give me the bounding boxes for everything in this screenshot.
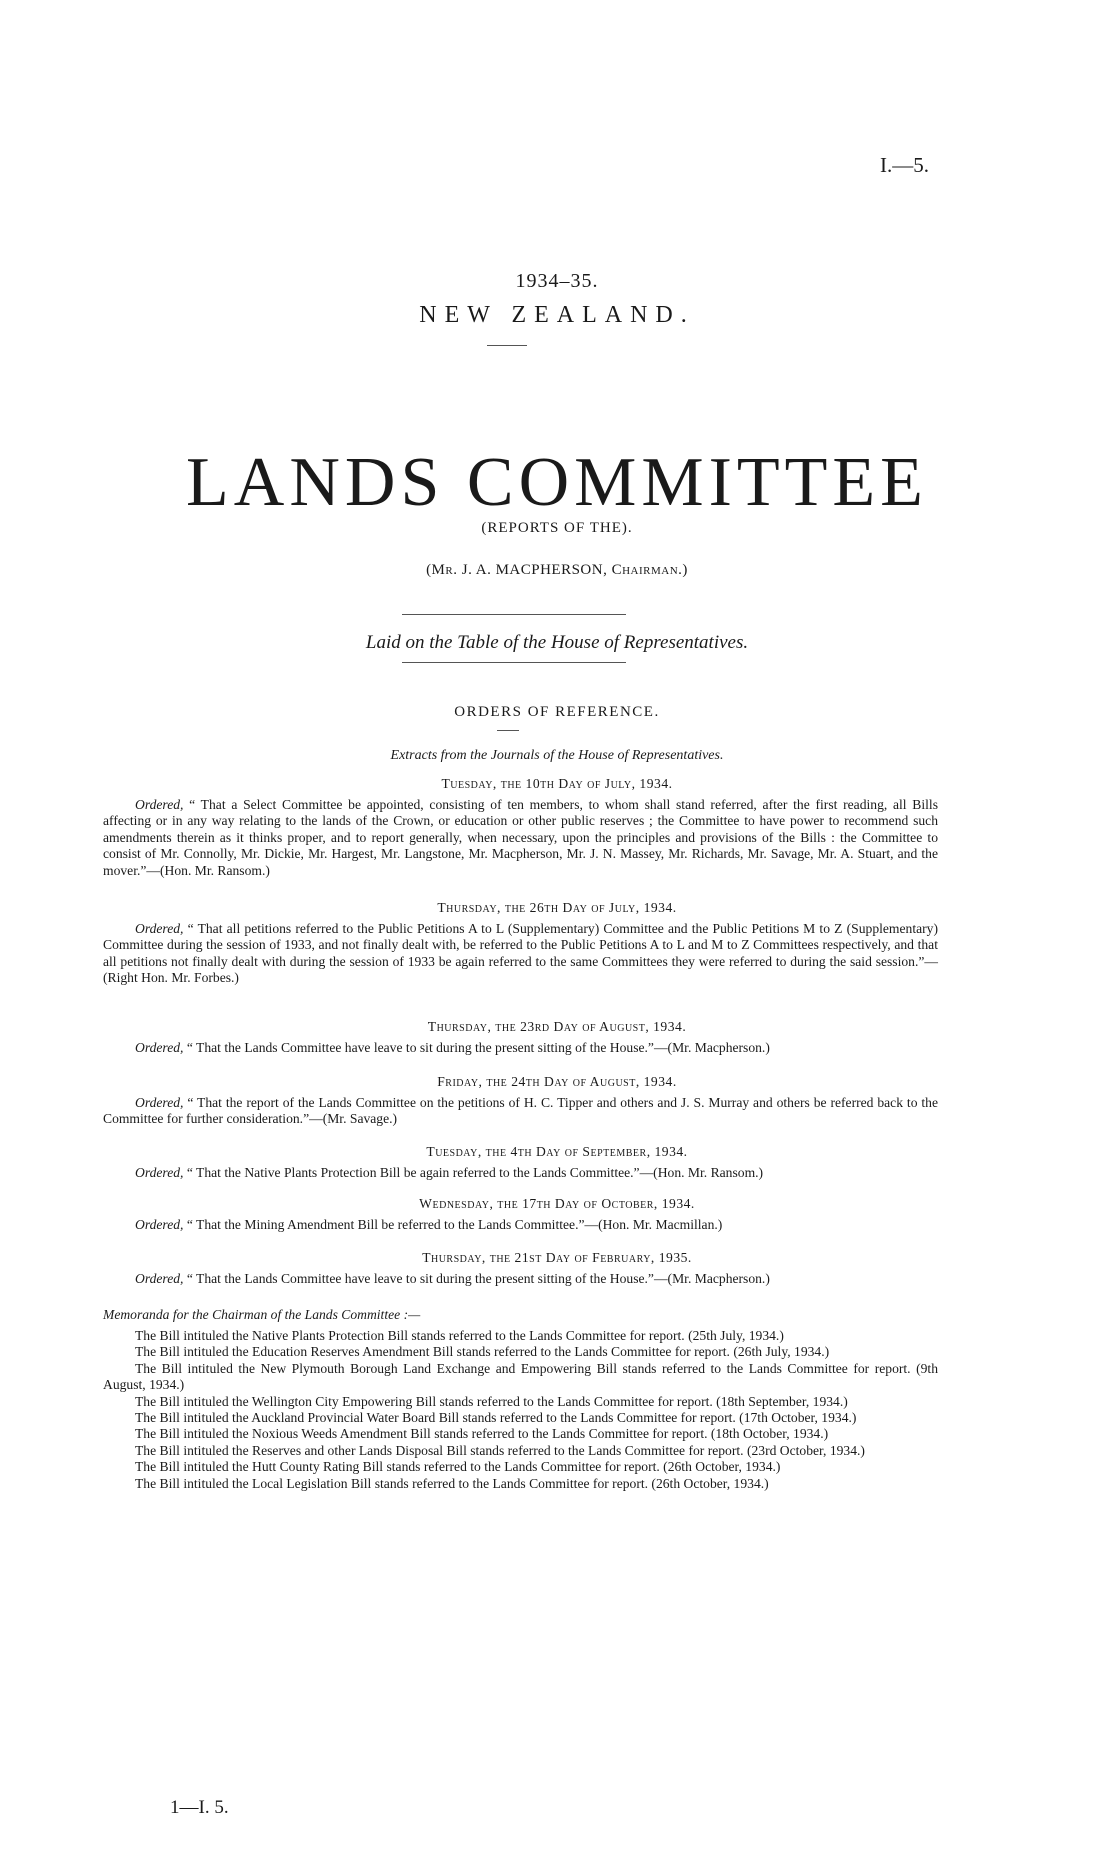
entry-date: Thursday, the 23rd Day of August, 1934. — [427, 1019, 687, 1034]
ordered-label: Ordered, — [135, 1095, 184, 1110]
ordered-label: Ordered, — [135, 1165, 184, 1180]
entry-date: Friday, the 24th Day of August, 1934. — [437, 1074, 677, 1089]
entry-date: Tuesday, the 4th Day of September, 1934. — [426, 1144, 688, 1159]
memoranda-list — [103, 1328, 938, 1492]
order-entry — [103, 1271, 938, 1287]
order-entry — [103, 1040, 938, 1056]
order-entry — [103, 1095, 938, 1128]
memo-item: The Bill intituled the Auckland Provincial Water Board Bill stands referred to the Lands Committee for report. (17th October, 1934.) — [135, 1410, 857, 1426]
entry-date: Wednesday, the 17th Day of October, 1934. — [419, 1196, 695, 1211]
page-title: LANDS COMMITTEE — [186, 444, 928, 521]
order-entry — [103, 1165, 938, 1181]
memo-item: The Bill intituled the New Plymouth Borough Land Exchange and Empowering Bill stands referred to the Lands Committee for report. (9th August, 1934.) — [103, 1360, 938, 1393]
order-text: “ That a Select Committee be appointed, consisting of ten members, to whom shall stand referred, after the first reading, all Bills affecting or in any way relating to the lands of the Crown, or education or other public reserves ; the Committee to have power to recommend such amendments therein as it thinks proper, and to report generally, when necessary, upon the principles and provisions of the Bills : the Committee to consist of Mr. Connolly, Mr. Dickie, Mr. Hargest, Mr. Langstone, Mr. Macpherson, Mr. J. N. Massey, Mr. Richards, Mr. Savage, Mr. A. Stuart, and the mover.”—(Hon. Mr. Ransom.) — [103, 797, 938, 878]
ordered-label: Ordered, — [135, 1217, 184, 1232]
memo-item: The Bill intituled the Reserves and other Lands Disposal Bill stands referred to the Lands Committee for report. (23rd October, 1934.) — [135, 1442, 865, 1458]
order-text: “ That the Mining Amendment Bill be referred to the Lands Committee.”—(Hon. Mr. Macmillan.) — [183, 1217, 723, 1232]
memo-item: The Bill intituled the Local Legislation Bill stands referred to the Lands Committee for report. (26th October, 1934.) — [135, 1475, 769, 1491]
order-text: “ That the Lands Committee have leave to sit during the present sitting of the House.”—(Mr. Macpherson.) — [183, 1271, 770, 1286]
memo-item: The Bill intituled the Noxious Weeds Amendment Bill stands referred to the Lands Committee for report. (18th October, 1934.) — [135, 1426, 829, 1442]
session-year: 1934–35. — [515, 270, 599, 292]
order-text: “ That the Lands Committee have leave to sit during the present sitting of the House.”—(Mr. Macpherson.) — [183, 1040, 770, 1055]
order-text: “ That the report of the Lands Committee on the petitions of H. C. Tipper and others and J. S. Murray and others be referred back to the Committee for further consideration.”—(Mr. Savage.) — [103, 1095, 938, 1127]
page-footer: 1—I. 5. — [170, 1797, 229, 1818]
order-text: “ That the Native Plants Protection Bill be again referred to the Lands Committee.”—(Hon. Mr. Ransom.) — [183, 1165, 764, 1180]
document-reference: I.—5. — [880, 153, 929, 177]
laid-on-table: Laid on the Table of the House of Representatives. — [365, 632, 749, 653]
memo-item: The Bill intituled the Wellington City Empowering Bill stands referred to the Lands Committee for report. (18th September, 1934.) — [135, 1393, 848, 1409]
entry-date: Thursday, the 21st Day of February, 1935. — [422, 1250, 692, 1265]
order-entry — [103, 1217, 938, 1233]
divider-rule — [487, 345, 527, 346]
memoranda-heading: Memoranda for the Chairman of the Lands Committee :— — [103, 1307, 421, 1322]
divider-rule — [402, 614, 626, 615]
entry-date: Tuesday, the 10th Day of July, 1934. — [441, 776, 673, 791]
memo-item: The Bill intituled the Hutt County Rating Bill stands referred to the Lands Committee for report. (26th October, 1934.) — [135, 1459, 781, 1475]
ordered-label: Ordered, — [135, 797, 184, 812]
memo-item: The Bill intituled the Education Reserves Amendment Bill stands referred to the Lands Committee for report. (26th July, 1934.) — [135, 1344, 830, 1360]
order-text: “ That all petitions referred to the Public Petitions A to L (Supplementary) Committee and the Public Petitions M to Z (Supplementary) Committee during the session of 1933, and not finally dealt with, be referred to the Public Petitions A to L and M to Z Committees respectively, and that all petitions not finally dealt with during the session of 1933 be again referred to the same Committees they were referred to during the said session.”—(Right Hon. Mr. Forbes.) — [103, 921, 938, 986]
page-subtitle: (REPORTS OF THE). — [481, 520, 633, 536]
entry-date: Thursday, the 26th Day of July, 1934. — [437, 900, 677, 915]
chairman-role: , Chairman.) — [603, 562, 688, 578]
chairman-prefix: (Mr. — [426, 562, 462, 578]
order-entry — [103, 797, 938, 879]
extracts-heading: Extracts from the Journals of the House of Representatives. — [390, 748, 724, 763]
country-heading: NEW ZEALAND. — [419, 302, 695, 328]
divider-rule — [402, 662, 626, 663]
ordered-label: Ordered, — [135, 921, 184, 936]
divider-rule — [497, 730, 519, 731]
orders-heading: ORDERS OF REFERENCE. — [454, 704, 660, 720]
ordered-label: Ordered, — [135, 1271, 184, 1286]
chairman-name: J. A. MACPHERSON — [461, 562, 604, 578]
order-entry — [103, 921, 938, 987]
memo-item: The Bill intituled the Native Plants Protection Bill stands referred to the Lands Committee for report. (25th July, 1934.) — [135, 1328, 784, 1343]
ordered-label: Ordered, — [135, 1040, 184, 1055]
chairman-line — [0, 562, 1114, 579]
